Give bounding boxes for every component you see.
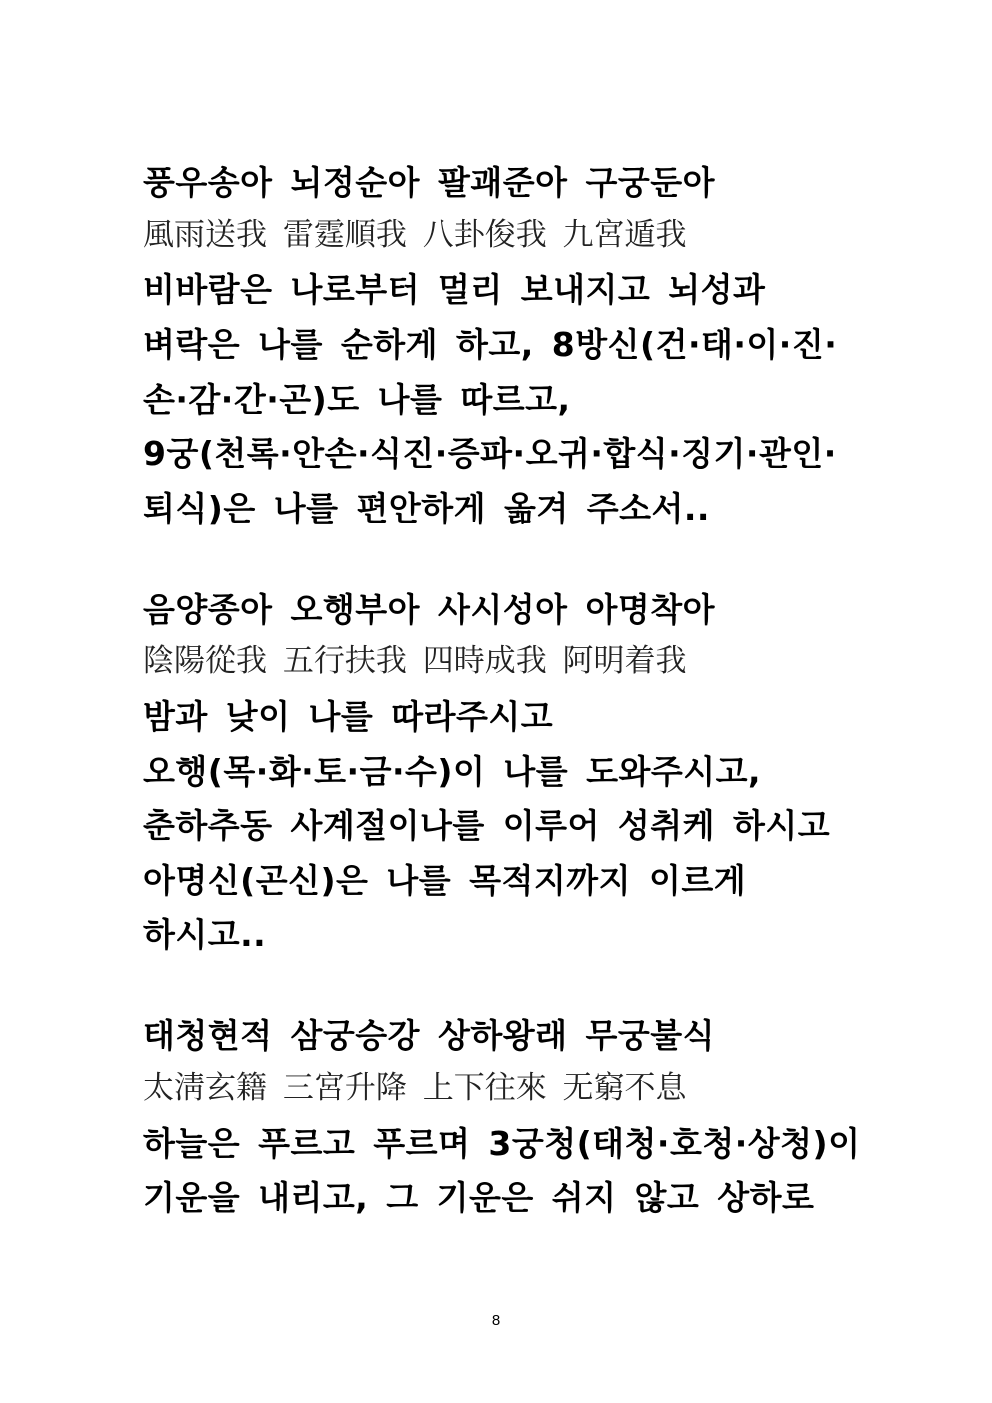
verse-explanation-line: 아명신(곤신)은 나를 목적지까지 이르게	[143, 861, 747, 900]
verse-explanation-line: 밤과 낮이 나를 따라주시고	[143, 697, 554, 736]
verse-explanation-line: 퇴식)은 나를 편안하게 옮겨 주소서..	[143, 489, 710, 528]
verse-explanation-line: 하시고..	[143, 915, 267, 954]
verse-heading-2: 음양종아 오행부아 사시성아 아명착아	[143, 590, 716, 629]
verse-explanation-line: 비바람은 나로부터 멀리 보내지고 뇌성과	[143, 270, 766, 309]
verse-explanation-line: 벼락은 나를 순하게 하고, 8방신(건·태·이·진·	[143, 325, 838, 364]
verse-explanation-line: 오행(목·화·토·금·수)이 나를 도와주시고,	[143, 752, 761, 791]
verse-explanation-line: 춘하추동 사계절이나를 이루어 성취케 하시고	[143, 806, 831, 845]
verse-heading-1: 풍우송아 뇌정순아 팔괘준아 구궁둔아	[143, 163, 716, 202]
verse-explanation-line: 하늘은 푸르고 푸르며 3궁청(태청·호청·상청)이	[143, 1124, 861, 1163]
verse-hanja-1: 風雨送我 雷霆順我 八卦俊我 九宮遁我	[143, 217, 687, 253]
verse-heading-3: 태청현적 삼궁승강 상하왕래 무궁불식	[143, 1016, 716, 1055]
verse-explanation-line: 기운을 내리고, 그 기운은 쉬지 않고 상하로	[143, 1178, 815, 1217]
verse-hanja-3: 太淸玄籍 三宮升降 上下往來 无窮不息	[143, 1070, 687, 1106]
verse-explanation-line: 9궁(천록·안손·식진·증파·오귀·합식·징기·관인·	[143, 434, 837, 473]
page-number: 8	[491, 1312, 501, 1329]
verse-hanja-2: 陰陽從我 五行扶我 四時成我 阿明着我	[143, 643, 687, 679]
verse-explanation-line: 손·감·간·곤)도 나를 따르고,	[143, 380, 571, 419]
